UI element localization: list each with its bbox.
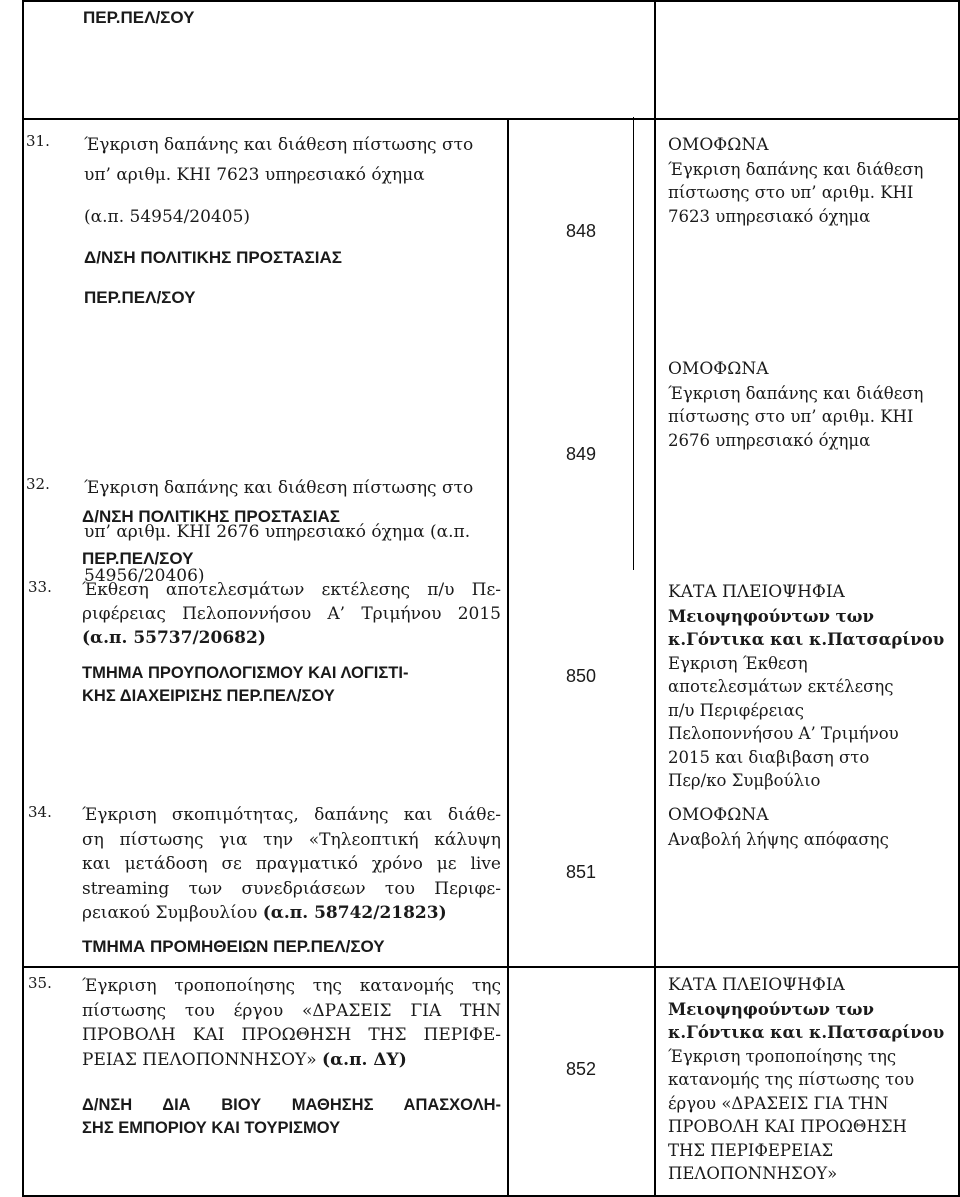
dept-block-32 <box>22 506 507 528</box>
decision-line: 7623 υπηρεσιακό όχημα <box>668 206 871 226</box>
decision-number: 849 <box>565 444 597 464</box>
department-label: ΚΗΣ ΔΙΑΧΕΙΡΙΣΗΣ ΠΕΡ.ΠΕΛ/ΣΟΥ <box>82 687 335 705</box>
department-label: ΣΗΣ ΕΜΠΟΡΙΟΥ ΚΑΙ ΤΟΥΡΙΣΜΟΥ <box>82 1119 341 1137</box>
subject-line: (α.π. 55737/20682) <box>82 628 266 648</box>
department-label: ΤΜΗΜΑ ΠΡΟΥΠΟΛΟΓΙΣΜΟΥ ΚΑΙ ΛΟΓΙΣΤΙ- <box>82 664 409 682</box>
decision-line: αποτελεσμάτων εκτέλεσης <box>668 677 894 696</box>
decision-line: 2676 υπηρεσιακό όχημα <box>668 430 871 450</box>
department-label: ΠΕΡ.ΠΕΛ/ΣΟΥ <box>83 8 195 27</box>
subject-line: Έγκριση σκοπιμότητας, δαπάνης και διάθε- <box>82 805 501 825</box>
subject-line: (α.π. 54954/20405) <box>84 206 251 227</box>
dissent-line: Μειοψηφούντων των <box>668 999 874 1019</box>
department-label: Δ/ΝΣΗ ΠΟΛΙΤΙΚΗΣ ΠΡΟΣΤΑΣΙΑΣ <box>82 507 340 526</box>
subject-line: πίστωσης του έργου «ΔΡΑΣΕΙΣ ΓΙΑ ΤΗΝ <box>82 1000 501 1021</box>
decision-result: ΚΑΤΑ ΠΛΕΙΟΨΗΦΙΑ <box>668 582 845 602</box>
agenda-item-35 <box>22 974 507 1140</box>
decision-line: 2015 και διαβιβαση στο <box>668 747 870 767</box>
department-label: Δ/ΝΣΗ ΔΙΑ ΒΙΟΥ ΜΑΘΗΣΗΣ ΑΠΑΣΧΟΛΗ- <box>82 1096 501 1114</box>
department-label: ΠΕΡ.ΠΕΛ/ΣΟΥ <box>82 549 194 568</box>
subject-line: ση πίστωσης για την «Τηλεοπτική κάλυψη <box>82 829 501 850</box>
decision-result: ΟΜΟΦΩΝΑ <box>668 359 769 379</box>
decision-number: 852 <box>565 1059 597 1079</box>
dissent-line: κ.Γόντικα και κ.Πατσαρίνου <box>668 630 945 649</box>
decision-35 <box>668 974 954 1186</box>
decision-line: ΠΕΛΟΠΟΝΝΗΣΟΥ» <box>668 1164 838 1183</box>
subject-line: υπ’ αριθμ. ΚΗΙ 7623 υπηρεσιακό όχημα <box>84 164 425 185</box>
item-number: 35. <box>28 974 52 992</box>
decision-number: 851 <box>565 862 597 882</box>
item-number: 34. <box>28 803 52 821</box>
subject-line: Έγκριση δαπάνης και διάθεση πίστωσης στο <box>84 477 474 498</box>
decision-line: Έγκριση δαπάνης και διάθεση <box>668 159 924 179</box>
subject-line: Έγκριση τροποποίησης της κατανομής της <box>82 976 501 996</box>
decision-result: ΟΜΟΦΩΝΑ <box>668 805 769 825</box>
decision-line: πίστωσης στο υπ’ αριθμ. ΚΗΙ <box>668 183 914 202</box>
decision-33 <box>668 581 954 793</box>
subject-line: (α.π. ΔΥ) <box>322 1049 407 1070</box>
decision-line: π/υ Περιφέρειας <box>668 700 804 720</box>
subject-line: Έγκριση δαπάνης και διάθεση πίστωσης στο <box>84 134 474 155</box>
decision-line: πίστωσης στο υπ’ αριθμ. ΚΗΙ <box>668 407 914 426</box>
subject-line: Έκθεση αποτελεσμάτων εκτέλεσης π/υ Πε- <box>82 580 501 600</box>
decision-line: Πελοποννήσου Α’ Τριμήνου <box>668 724 899 743</box>
subject-line: (α.π. 58742/21823) <box>262 903 447 923</box>
agenda-item-33 <box>22 548 507 570</box>
decision-line: Έγκριση δαπάνης και διάθεση <box>668 383 924 403</box>
subject-line: ριφέρειας Πελοποννήσου Α’ Τριμήνου 2015 <box>82 604 501 624</box>
decision-line: Έγκριση τροποποίησης της <box>668 1046 897 1066</box>
decision-result: ΟΜΟΦΩΝΑ <box>668 135 769 155</box>
decision-line: ΤΗΣ ΠΕΡΙΦΕΡΕΙΑΣ <box>668 1140 834 1160</box>
decision-line: Εγκριση Έκθεση <box>668 653 808 673</box>
subject-line: υπ’ αριθμ. ΚΗΙ 2676 υπηρεσιακό όχημα (α.π. <box>84 521 471 542</box>
decision-line: έργου «ΔΡΑΣΕΙΣ ΓΙΑ ΤΗΝ <box>668 1093 889 1113</box>
decision-line: Αναβολή λήψης απόφασης <box>668 829 889 849</box>
department-label: Δ/ΝΣΗ ΠΟΛΙΤΙΚΗΣ ΠΡΟΣΤΑΣΙΑΣ <box>84 247 342 267</box>
decision-31 <box>668 134 954 228</box>
department-label: ΤΜΗΜΑ ΠΡΟΜΗΘΕΙΩΝ ΠΕΡ.ΠΕΛ/ΣΟΥ <box>82 936 385 956</box>
decision-line: Περ/κο Συμβούλιο <box>668 771 821 790</box>
subject-line: ρειακού Συμβουλίου <box>82 903 258 923</box>
decision-number: 850 <box>565 666 597 686</box>
subject-line: και μετάδοση σε πραγματικό χρόνο με live <box>82 854 501 874</box>
agenda-item-33-body <box>22 578 507 708</box>
subject-line: streaming των συνεδριάσεων του Περιφε- <box>82 878 501 899</box>
decision-number: 848 <box>565 221 597 241</box>
department-label: ΠΕΡ.ΠΕΛ/ΣΟΥ <box>84 287 196 307</box>
dissent-line: κ.Γόντικα και κ.Πατσαρίνου <box>668 1023 945 1042</box>
item-number: 33. <box>28 578 52 596</box>
item-number: 32. <box>26 474 50 493</box>
decision-line: κατανομής της πίστωσης του <box>668 1070 915 1089</box>
decision-line: ΠΡΟΒΟΛΗ ΚΑΙ ΠΡΟΩΘΗΣΗ <box>668 1117 907 1136</box>
item-number: 31. <box>26 131 50 150</box>
subject-line: 54956/20406) <box>84 565 205 586</box>
decision-32 <box>668 358 954 452</box>
decision-result: ΚΑΤΑ ΠΛΕΙΟΨΗΦΙΑ <box>668 975 845 995</box>
subject-line: ΠΡΟΒΟΛΗ ΚΑΙ ΠΡΟΩΘΗΣΗ ΤΗΣ ΠΕΡΙΦΕ- <box>82 1025 501 1045</box>
subject-line: ΡΕΙΑΣ ΠΕΛΟΠΟΝΝΗΣΟΥ» <box>82 1049 317 1070</box>
decision-34 <box>668 804 954 851</box>
agenda-item-34 <box>22 803 507 958</box>
dissent-line: Μειοψηφούντων των <box>668 606 874 626</box>
